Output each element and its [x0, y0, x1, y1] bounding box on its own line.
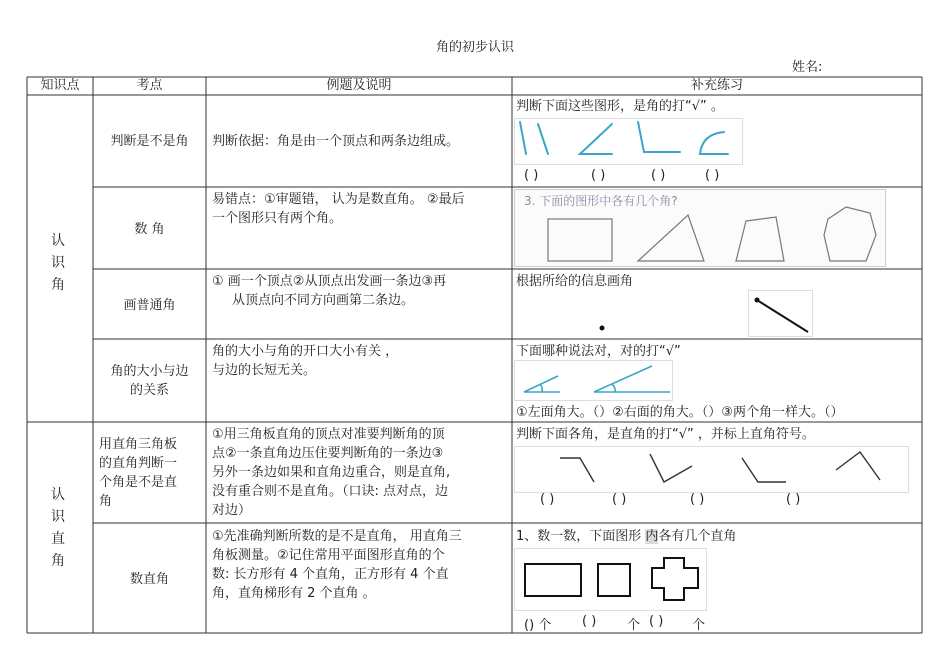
topic-count-angles: 数 角 — [134, 222, 165, 237]
header-knowledge: 知识点 — [40, 78, 80, 93]
practice-is-angle-text: 判断下面这些图形，是角的打“√” 。 — [516, 99, 724, 114]
count-angle-question: 3. 下面的图形中各有几个角? — [524, 194, 678, 208]
answer-paren[interactable]: ( ) — [540, 492, 555, 507]
topic-is-angle: 判断是不是角 — [110, 134, 189, 149]
explain-is-angle: 判断依据：角是由一个顶点和两条边组成。 — [212, 134, 460, 149]
answer-paren[interactable]: ( ) — [786, 492, 801, 507]
explain-count-line1: 易错点：①审题错， 认为是数直角。 ②最后 — [212, 192, 465, 207]
count-unit: 个 — [692, 618, 706, 633]
header-example: 例题及说明 — [326, 78, 392, 93]
section-label-right-angle: 认 识 直 角 — [51, 487, 65, 569]
practice-draw-text: 根据所给的信息画角 — [516, 274, 634, 289]
name-label: 姓名: — [792, 60, 823, 75]
answer-paren[interactable]: ( ) — [651, 168, 666, 183]
topic-angle-size: 角的大小与边 的关系 — [110, 364, 189, 398]
count-right-angle-figures — [514, 548, 708, 612]
explain-size-line2: 与边的长短无关。 — [212, 363, 317, 378]
explain-draw-line2: 从顶点向不同方向画第二条边。 — [232, 293, 415, 308]
answer-paren[interactable]: ( ) — [649, 614, 664, 629]
section-label-angle: 认 识 角 — [51, 233, 65, 293]
page-title: 角的初步认识 — [435, 40, 514, 55]
explain-size-line1: 角的大小与角的开口大小有关 ， — [212, 344, 399, 359]
right-angle-figures — [514, 446, 910, 494]
topic-count-right-angles: 数直角 — [129, 572, 169, 587]
count-unit: 个 — [627, 618, 641, 633]
size-compare-figures — [514, 360, 674, 402]
practice-size-text: 下面哪种说法对，对的打“√” — [516, 344, 681, 359]
size-options[interactable]: ①左面角大。（）②右面的角大。（）③两个角一样大。（） — [516, 405, 844, 420]
header-practice: 补充练习 — [690, 78, 743, 93]
topic-draw-angle: 画普通角 — [123, 298, 176, 313]
answer-paren[interactable]: ( ) — [690, 492, 705, 507]
explain-count-line2: 一个图形只有两个角。 — [212, 211, 343, 226]
answer-paren[interactable]: ( ) — [524, 168, 539, 183]
answer-paren[interactable]: () 个 — [524, 618, 552, 633]
answer-paren[interactable]: ( ) — [612, 492, 627, 507]
vertex-dot — [592, 318, 612, 338]
explain-judge: ①用三角板直角的顶点对准要判断角的顶 点②一条直角边压住要判断角的一条边③ 另外一条边如果和直角边重合，则是直角, 没有重合则不是直角。（口诀: 点对点，边 对边） — [212, 427, 451, 518]
ray-figure — [748, 290, 814, 338]
explain-draw-line1: ① 画一个顶点②从顶点出发画一条边③再 — [212, 274, 447, 289]
topic-right-angle-judge: 用直角三角板 的直角判断一 个角是不是直 角 — [99, 437, 178, 509]
practice-judge-text: 判断下面各角，是直角的打“√” ，并标上直角符号。 — [516, 427, 815, 442]
answer-paren[interactable]: ( ) — [582, 614, 597, 629]
header-topic: 考点 — [136, 78, 163, 93]
practice-count-right-text: 1、数一数，下面图形 内各有几个直角 — [516, 529, 737, 544]
angle-figures — [514, 118, 744, 166]
explain-count-right: ①先准确判断所数的是不是直角， 用直角三 角板测量。②记住常用平面图形直角的个 数: 长方形有 4 个直角，正方形有 4 个直 角，直角梯形有 2 个直角 。 — [212, 529, 462, 601]
answer-paren[interactable]: ( ) — [705, 168, 720, 183]
answer-paren[interactable]: ( ) — [591, 168, 606, 183]
